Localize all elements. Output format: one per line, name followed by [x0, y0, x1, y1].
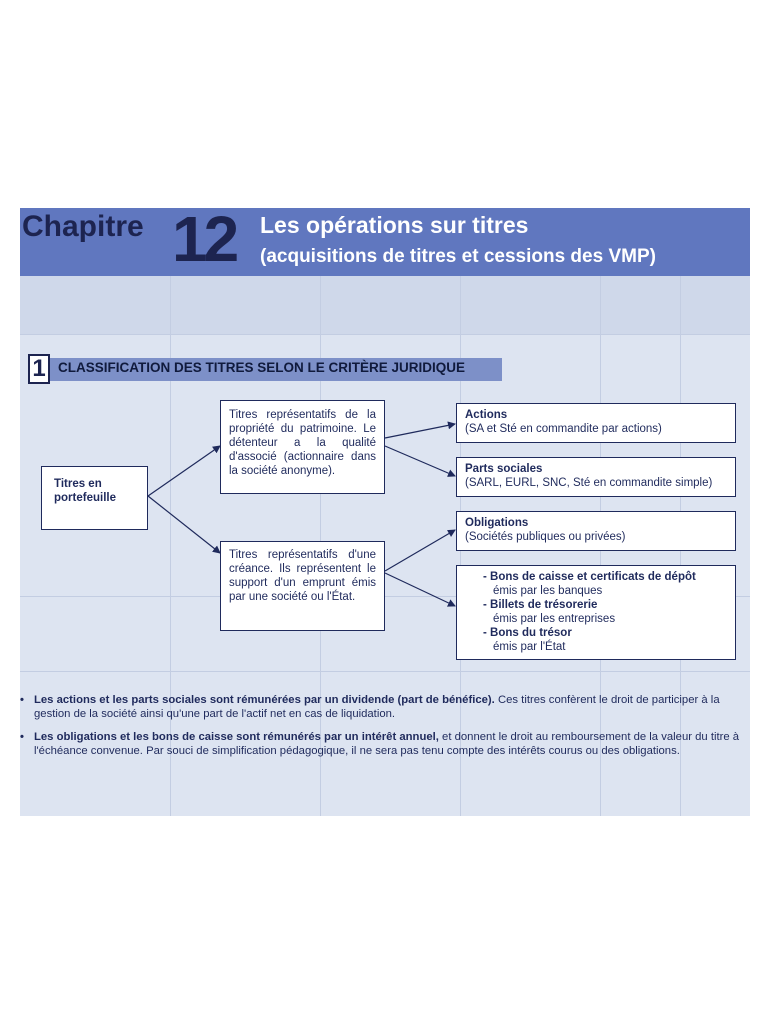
note-interest: [20, 730, 750, 758]
note-dividend: [20, 693, 750, 721]
parts-sociales-box: [456, 457, 736, 497]
bons-tresor-detail: émis par l'État: [493, 641, 566, 653]
note-dividend-bold: Les actions et les parts sociales sont rémunérées par un dividende (part de bénéfice).: [34, 694, 495, 706]
billets-tresorerie-title: - Billets de trésorerie: [483, 599, 598, 611]
chapter-title: Les opérations sur titres: [260, 212, 529, 238]
section-title: CLASSIFICATION DES TITRES SELON LE CRITÈRE JURIDIQUE: [58, 360, 466, 375]
note-interest-bold: Les obligations et les bons de caisse sont rémunérés par un intérêt annuel,: [34, 731, 439, 743]
chapter-header: [20, 208, 750, 276]
actions-box: [456, 403, 736, 443]
bons-caisse-detail: émis par les banques: [493, 585, 603, 597]
textbook-page: [20, 208, 750, 816]
chapter-label: Chapitre: [22, 210, 144, 243]
root-box: [41, 466, 148, 530]
propriete-box: [220, 400, 385, 494]
parts-sociales-detail: (SARL, EURL, SNC, Sté en commandite simple): [465, 477, 713, 489]
other-debt-box: [456, 565, 736, 660]
chapter-subtitle: (acquisitions de titres et cessions des VMP): [260, 246, 656, 267]
bons-tresor-title: - Bons du trésor: [483, 627, 572, 639]
obligations-box: [456, 511, 736, 551]
bullet-dot: •: [20, 694, 24, 706]
billets-tresorerie-detail: émis par les entreprises: [493, 613, 616, 625]
creance-box: [220, 541, 385, 631]
obligations-title: Obligations: [465, 517, 529, 529]
creance-text: Titres représentatifs d'une créance. Ils représentent le support d'un emprunt émis par une société ou l'État.: [229, 549, 376, 603]
parts-sociales-title: Parts sociales: [465, 463, 543, 475]
note-dividend-text: Ces titres confèrent le droit de participer à la gestion de la société ainsi qu'une part de l'actif net en cas de liquidation.: [34, 694, 720, 720]
bullet-dot: •: [20, 731, 24, 743]
section-number: 1: [28, 354, 50, 384]
actions-title: Actions: [465, 409, 508, 421]
obligations-detail: (Sociétés publiques ou privées): [465, 531, 626, 543]
bons-caisse-title: - Bons de caisse et certificats de dépôt: [483, 571, 696, 583]
note-interest-text: et donnent le droit au remboursement de la valeur du titre à l'échéance convenue. Par souci de simplification pédagogique, il ne sera pas tenu compte des intérêts courus ou des obligations.: [34, 731, 740, 757]
actions-detail: (SA et Sté en commandite par actions): [465, 423, 662, 435]
propriete-text: Titres représentatifs de la propriété du patrimoine. Le détenteur a la qualité d'associé (actionnaire dans la société anonyme).: [229, 409, 376, 477]
root-label: Titres en portefeuille: [54, 478, 116, 504]
chapter-number: 12: [172, 208, 236, 275]
